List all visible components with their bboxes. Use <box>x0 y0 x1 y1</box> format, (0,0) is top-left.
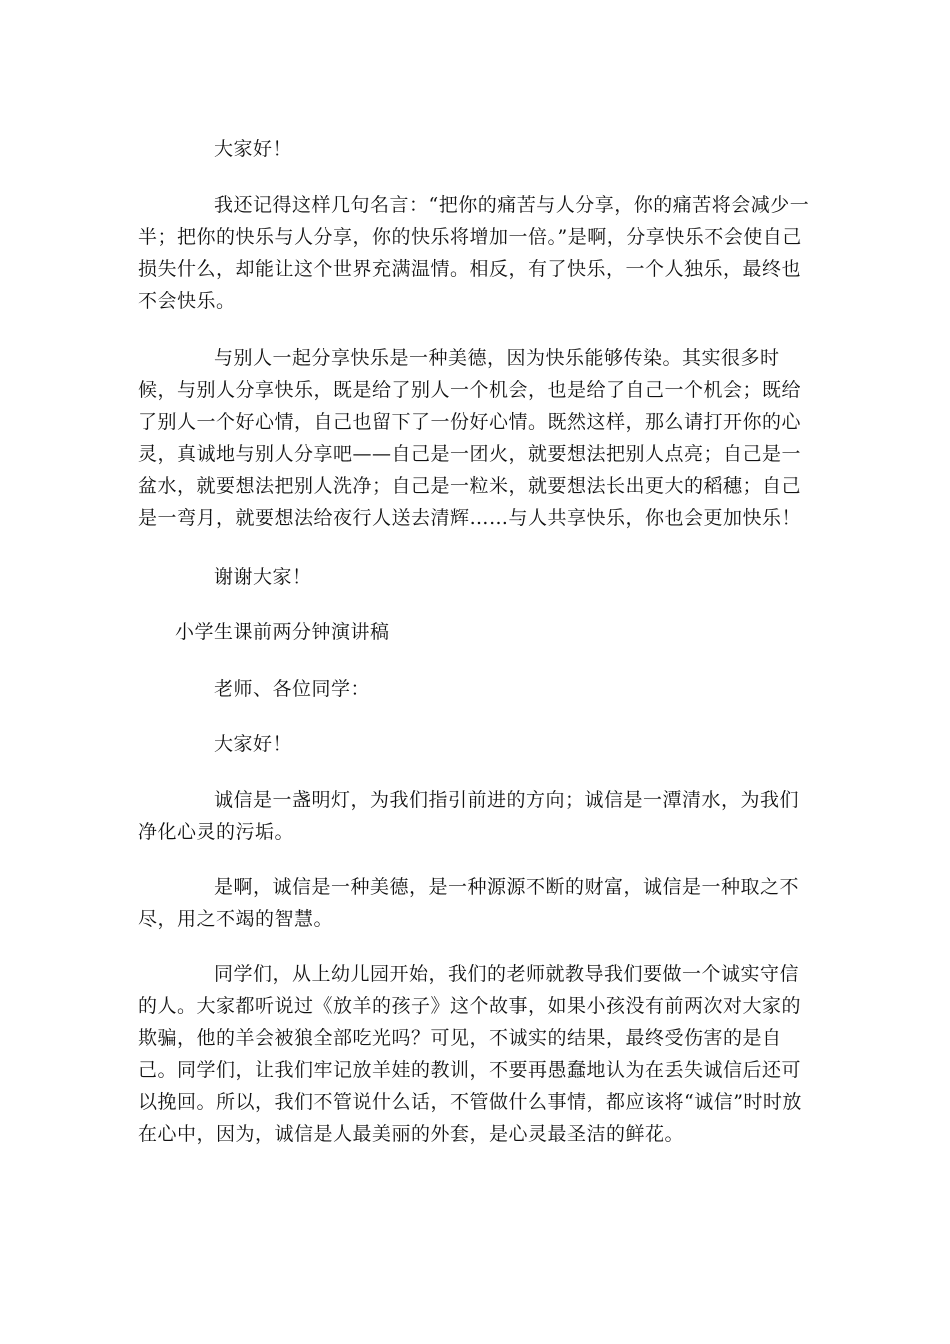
honesty-virtue-paragraph: 是啊，诚信是一种美德，是一种源源不断的财富，诚信是一种取之不尽，用之不竭的智慧。 <box>138 876 800 930</box>
honesty-lamp-paragraph: 诚信是一盏明灯，为我们指引前进的方向；诚信是一潭清水，为我们净化心灵的污垢。 <box>138 789 800 843</box>
greeting-paragraph-2: 大家好！ <box>214 733 293 755</box>
greeting-paragraph: 大家好！ <box>214 138 293 160</box>
quote-paragraph: 我还记得这样几句名言：“把你的痛苦与人分享，你的痛苦将会减少一半；把你的快乐与人分享，你的快乐将增加一倍。”是啊，分享快乐不会使自己损失什么，却能让这个世界充满温情。相反，有了快乐，一个人独乐，最终也不会快乐。 <box>138 194 810 312</box>
sharing-joy-paragraph: 与别人一起分享快乐是一种美德，因为快乐能够传染。其实很多时候，与别人分享快乐，既是给了别人一个机会，也是给了自己一个机会；既给了别人一个好心情，自己也留下了一份好心情。既然这样，那么请打开你的心灵，真诚地与别人分享吧——自己是一团火，就要想法把别人点亮；自己是一盆水，就要想法把别人洗净；自己是一粒米，就要想法长出更大的稻穗；自己是一弯月，就要想法给夜行人送去清辉……与人共享快乐，你也会更加快乐！ <box>138 347 802 529</box>
salutation-paragraph: 老师、各位同学： <box>214 678 371 700</box>
section-title: 小学生课前两分钟演讲稿 <box>175 621 390 643</box>
shepherd-boy-paragraph: 同学们，从上幼儿园开始，我们的老师就教导我们要做一个诚实守信的人。大家都听说过《放羊的孩子》这个故事，如果小孩没有前两次对大家的欺骗，他的羊会被狼全部吃光吗？可见，不诚实的结果，最终受伤害的是自己。同学们，让我们牢记放羊娃的教训，不要再愚蠢地认为在丢失诚信后还可以挽回。所以，我们不管说什么话，不管做什么事情，都应该将“诚信”时时放在心中，因为，诚信是人最美丽的外套，是心灵最圣洁的鲜花。 <box>138 963 802 1145</box>
thanks-paragraph: 谢谢大家！ <box>214 566 312 588</box>
